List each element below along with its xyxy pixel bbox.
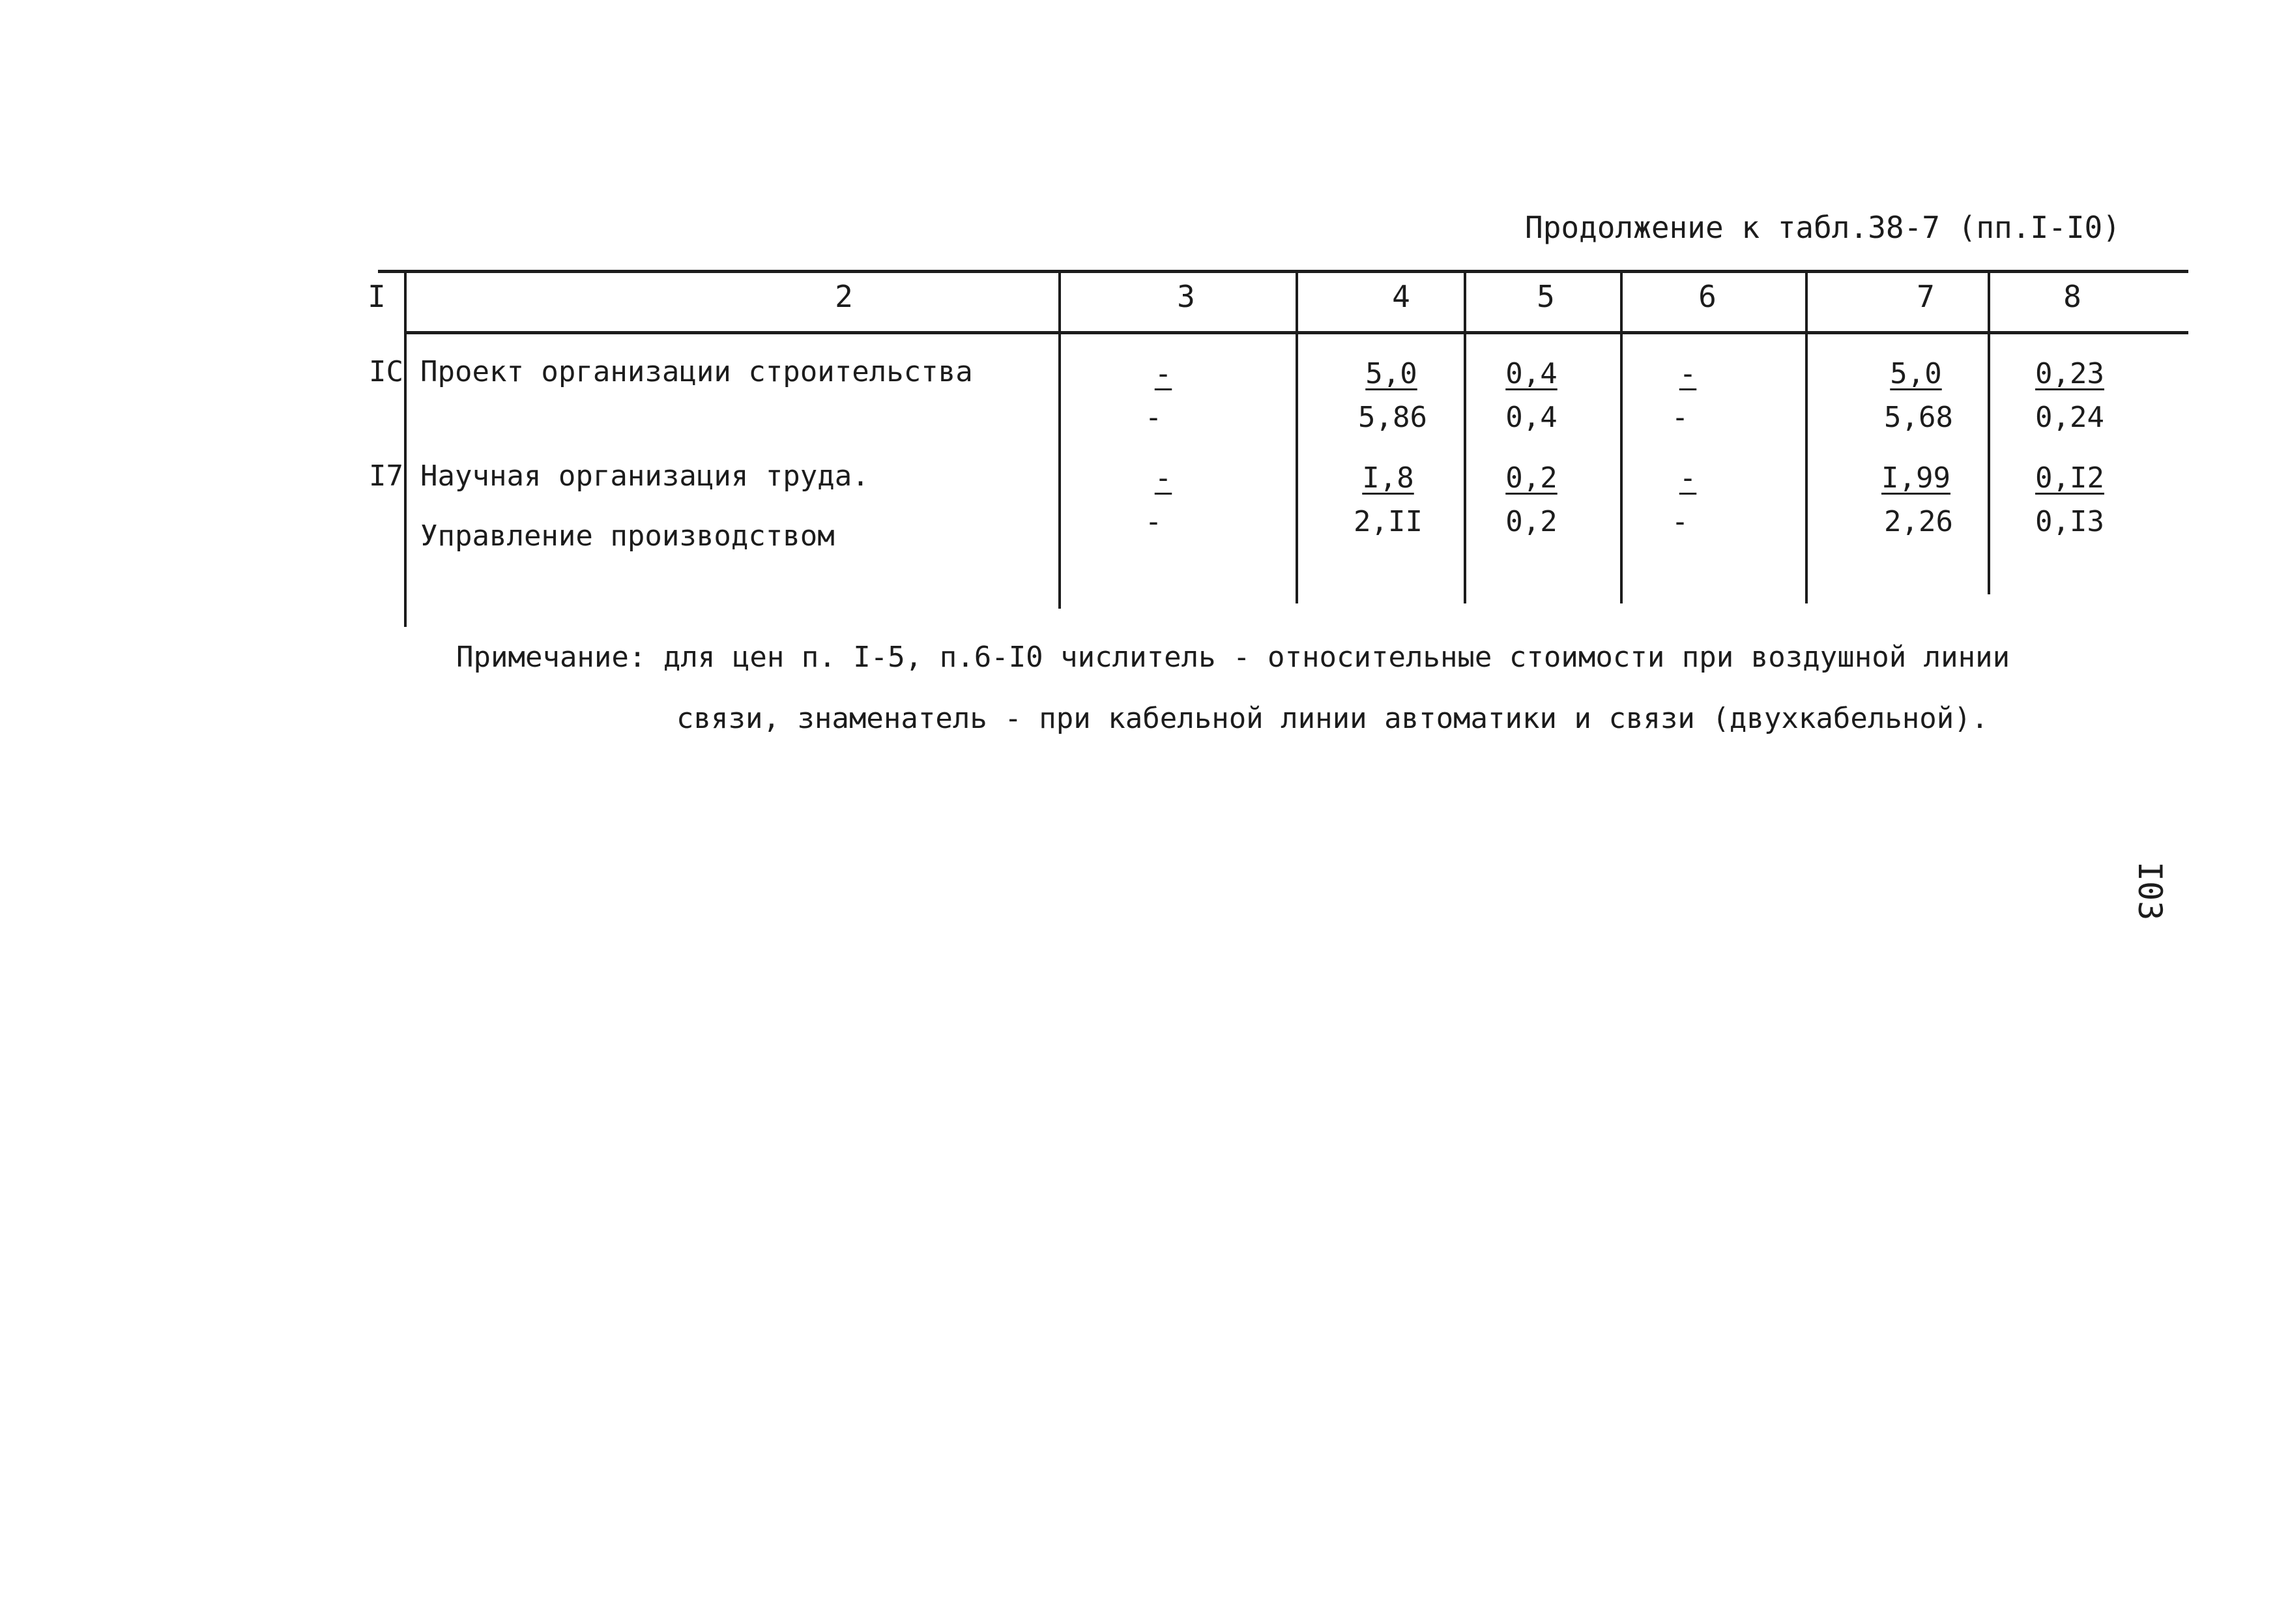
- row-number: IC: [369, 355, 403, 388]
- table-note-line-2: связи, знаменатель - при кабельной линии автоматики и связи (двухкабельной).: [676, 702, 1989, 735]
- cell-col7-numerator: 5,0: [1890, 357, 1942, 390]
- cell-col3-numerator: -: [1154, 357, 1172, 390]
- cell-col5-numerator: 0,2: [1505, 461, 1558, 495]
- table-caption: Продолжение к табл.38-7 (пп.I-I0): [1525, 210, 2121, 245]
- cell-col8-numerator: 0,I2: [2035, 461, 2104, 495]
- row-description: Проект организации строительства: [420, 355, 973, 388]
- cell-col8-denominator: 0,I3: [2035, 505, 2104, 538]
- page-number: I03: [2131, 862, 2169, 921]
- cell-col6-denominator: -: [1671, 401, 1689, 434]
- cell-col5-numerator: 0,4: [1505, 357, 1558, 390]
- cell-col3-numerator: -: [1154, 461, 1172, 495]
- cell-col4-numerator: I,8: [1362, 461, 1414, 495]
- cell-col4-denominator: 2,II: [1354, 505, 1423, 538]
- column-header-1: I: [368, 279, 386, 314]
- column-divider: [1058, 270, 1061, 609]
- column-header-2: 2: [835, 279, 853, 314]
- cell-col8-denominator: 0,24: [2035, 401, 2104, 434]
- column-header-5: 5: [1537, 279, 1555, 314]
- cell-col5-denominator: 0,2: [1505, 505, 1558, 538]
- cell-col4-denominator: 5,86: [1358, 401, 1427, 434]
- cell-col3-denominator: -: [1144, 505, 1163, 538]
- column-divider: [1988, 270, 1990, 594]
- cell-col7-denominator: 5,68: [1884, 401, 1953, 434]
- row-number: I7: [369, 459, 403, 493]
- cell-col6-numerator: -: [1679, 461, 1697, 495]
- column-divider: [1805, 270, 1808, 603]
- column-header-3: 3: [1177, 279, 1195, 314]
- column-divider: [404, 270, 407, 627]
- table-top-rule: [378, 270, 2188, 273]
- row-description-continued: Управление производством: [420, 519, 835, 553]
- cell-col5-denominator: 0,4: [1505, 401, 1558, 434]
- table-note-line-1: Примечание: для цен п. I-5, п.6-I0 числитель - относительные стоимости при воздушной линии: [456, 641, 2010, 674]
- cell-col6-denominator: -: [1671, 505, 1689, 538]
- cell-col6-numerator: -: [1679, 357, 1697, 390]
- cell-col7-numerator: I,99: [1881, 461, 1950, 495]
- cell-col3-denominator: -: [1144, 401, 1163, 434]
- column-header-4: 4: [1392, 279, 1410, 314]
- column-divider: [1296, 270, 1298, 603]
- cell-col7-denominator: 2,26: [1884, 505, 1953, 538]
- cell-col4-numerator: 5,0: [1365, 357, 1417, 390]
- column-header-6: 6: [1698, 279, 1717, 314]
- column-header-8: 8: [2063, 279, 2081, 314]
- column-divider: [1620, 270, 1623, 603]
- cell-col8-numerator: 0,23: [2035, 357, 2104, 390]
- column-header-7: 7: [1917, 279, 1935, 314]
- column-divider: [1464, 270, 1466, 603]
- row-description: Научная организация труда.: [420, 459, 869, 493]
